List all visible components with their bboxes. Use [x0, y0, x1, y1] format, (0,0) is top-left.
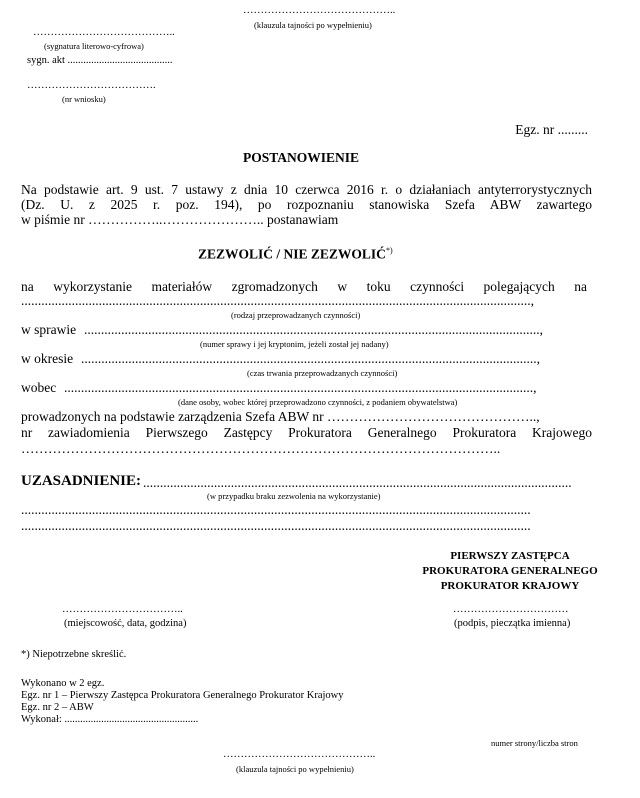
footnote: *) Niepotrzebne skreślić.: [21, 649, 127, 660]
against-label: wobec: [21, 380, 57, 395]
case-dots: .......................................................................................................................................,: [84, 322, 543, 337]
clause-top-label: (klauzula tajności po wypełnieniu): [254, 20, 372, 30]
signature-dots: …………………………………..: [33, 27, 175, 38]
copy-number: Egz. nr .........: [515, 122, 588, 137]
decision-heading: [198, 243, 393, 262]
copies-info: [21, 678, 343, 726]
signatory-title: [420, 549, 600, 594]
copy-1: Egz. nr 1 – Pierwszy Zastępca Prokuratora Generalnego Prokurator Krajowy: [21, 690, 344, 701]
notice-dots: ……………………………………………………………………………………………..: [21, 441, 501, 456]
justification-label: UZASADNIENIE:: [21, 473, 142, 489]
case-label: w sprawie: [21, 322, 77, 337]
case-number: sygn. akt ........................................: [27, 55, 173, 66]
place-date-dots: ……………………………..: [62, 604, 183, 615]
materials-line: na wykorzystanie materiałów zgromadzonych w toku czynności polegających na: [21, 279, 587, 294]
justification-dots-1: ...............................................................................................................................: [143, 475, 572, 490]
intro-line-2: (Dz. U. z 2025 r. poz. 194), po rozpoznaniu stanowiska Szefa ABW zawartego: [21, 197, 592, 212]
materials-hint: (rodzaj przeprowadzanych czynności): [231, 310, 361, 320]
ordinance-line: prowadzonych na podstawie zarządzenia Szefa ABW nr ………………………………………..,: [21, 409, 540, 424]
clause-bottom-dots: ……………………………………..: [223, 749, 376, 760]
justification-hint: (w przypadku braku zezwolenia na wykorzystanie): [207, 491, 381, 501]
request-label: (nr wniosku): [62, 94, 106, 104]
decision-text: ZEZWOLIĆ / NIE ZEZWOLIĆ: [198, 246, 386, 262]
place-date-label: (miejscowość, data, godzina): [64, 618, 187, 629]
signature-sign-dots: ……………………………: [453, 604, 569, 615]
executed-by: Wykonał: ...................................................: [21, 714, 199, 725]
period-hint: (czas trwania przeprowadzanych czynności): [247, 368, 398, 378]
justification-dots-2: .......................................................................................................................................................: [21, 502, 531, 517]
signature-label: (sygnatura literowo-cyfrowa): [44, 41, 144, 51]
intro-line-3: w piśmie nr ……………..………………….. postanawiam: [21, 212, 339, 227]
signatory-line-3: PROKURATOR KRAJOWY: [440, 580, 580, 592]
notice-line: nr zawiadomienia Pierwszego Zastępcy Prokuratora Generalnego Prokuratora Krajowego: [21, 425, 592, 440]
signatory-line-2: PROKURATORA GENERALNEGO: [422, 565, 598, 577]
decision-footnote-mark: *): [385, 246, 393, 255]
intro-line-1: Na podstawie art. 9 ust. 7 ustawy z dnia 10 czerwca 2016 r. o działaniach antyterrorystycznych: [21, 182, 592, 197]
signature-sign-label: (podpis, pieczątka imienna): [454, 618, 571, 629]
against-hint: (dane osoby, wobec której przeprowadzono czynności, z podaniem obywatelstwa): [178, 397, 458, 407]
clause-top-dots: ……………………………………..: [243, 5, 396, 16]
copies-made: Wykonano w 2 egz.: [21, 678, 105, 689]
clause-bottom-label: (klauzula tajności po wypełnieniu): [236, 764, 354, 774]
materials-dots: .......................................................................................................................................................,: [21, 293, 534, 308]
page-number: numer strony/liczba stron: [491, 738, 578, 748]
request-dots: ……………………………….: [27, 80, 156, 91]
period-label: w okresie: [21, 351, 74, 366]
copy-2: Egz. nr 2 – ABW: [21, 702, 94, 713]
page-title: POSTANOWIENIE: [243, 150, 360, 165]
period-dots: .......................................................................................................................................,: [81, 351, 540, 366]
case-hint: (numer sprawy i jej kryptonim, jeżeli został jej nadany): [200, 339, 389, 349]
against-dots: ...........................................................................................................................................,: [64, 380, 537, 395]
signatory-line-1: PIERWSZY ZASTĘPCA: [450, 550, 570, 562]
justification-dots-3: .......................................................................................................................................................: [21, 518, 531, 533]
